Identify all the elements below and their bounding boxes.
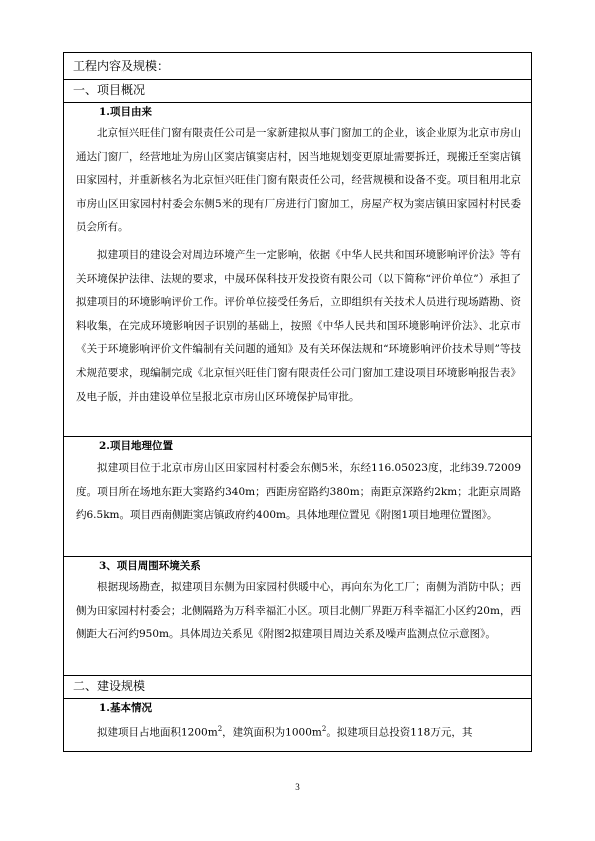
- subsection-1-paragraph-2: 拟建项目的建设会对周边环境产生一定影响，依据《中华人民共和国环境影响评价法》等有关环境保护法律、法规的要求，中晟环保科技开发投资有限公司（以下简称“评价单位”）承担了拟建项目的环境影响评价工作。评价单位接受任务后，立即组织有关技术人员进行现场踏勘、资料收集，在完成环境影响因子识别的基础上，按照《中华人民共和国环境影响评价法》、北京市《关于环境影响评价文件编制有关问题的通知》及有关环保法规和“环境影响评价技术导则”等技术规范要求，现编制完成《北京恒兴旺佳门窗有限责任公司门窗加工建设项目环境影响报告表》及电子版，并由建设单位呈报北京市房山区环境保护局审批。: [76, 249, 521, 403]
- floor-area-unit-superscript: 2: [321, 725, 327, 733]
- subsection-2-title: 2.项目地理位置: [64, 436, 531, 455]
- part2-subsection-1-paragraph: [64, 718, 531, 745]
- subsection-1-title: 1.项目由来: [64, 102, 531, 121]
- area-unit-superscript: 2: [217, 725, 223, 733]
- part1-heading: 一、项目概况: [64, 79, 531, 100]
- part2-subsection-1-title: 1.基本情况: [64, 698, 531, 717]
- subsection-3-paragraph: 根据现场勘查，拟建项目东侧为田家园村供暖中心，再向东为化工厂；南侧为消防中队；西侧为田家园村村委会；北侧隔路为万科幸福汇小区。项目北侧厂界距万科幸福汇小区约20m，西侧距大石河约950m。具体周边关系见《附图2拟建项目周边关系及噪声监测点位示意图》。: [76, 581, 521, 641]
- floor-area-text: ，建筑面积为1000m: [222, 726, 322, 739]
- subsection-2-paragraph: 拟建项目位于北京市房山区田家园村村委会东侧5米，东经116.05023度，北纬39.72009度。项目所在场地东距大窦路约340m；西距房窑路约380m；南距京深路约2km；北距京周路约6.5km。项目西南侧距窦店镇政府约400m。具体地理位置见《附图1项目地理位置图》。: [76, 462, 521, 522]
- subsection-1-paragraph-1: 北京恒兴旺佳门窗有限责任公司是一家新建拟从事门窗加工的企业，该企业原为北京市房山通达门窗厂，经营地址为房山区窦店镇窦店村，因当地规划变更原址需要拆迁，现搬迁至窦店镇田家园村，并重新核名为北京恒兴旺佳门窗有限责任公司，经营规模和设备不变。项目租用北京市房山区田家园村村委会东侧5米的现有厂房进行门窗加工，房屋产权为窦店镇田家园村村民委员会所有。: [76, 127, 521, 234]
- page-number: 3: [295, 782, 300, 792]
- section-title: 工程内容及规模：: [73, 59, 170, 73]
- subsection-3-title: 3、项目周围环境关系: [64, 556, 531, 575]
- part2-heading: 二、建设规模: [64, 675, 531, 696]
- content-table: [63, 52, 532, 752]
- area-text: 拟建项目占地面积1200m: [97, 726, 218, 739]
- investment-text: 。拟建项目总投资118万元，其: [326, 726, 473, 739]
